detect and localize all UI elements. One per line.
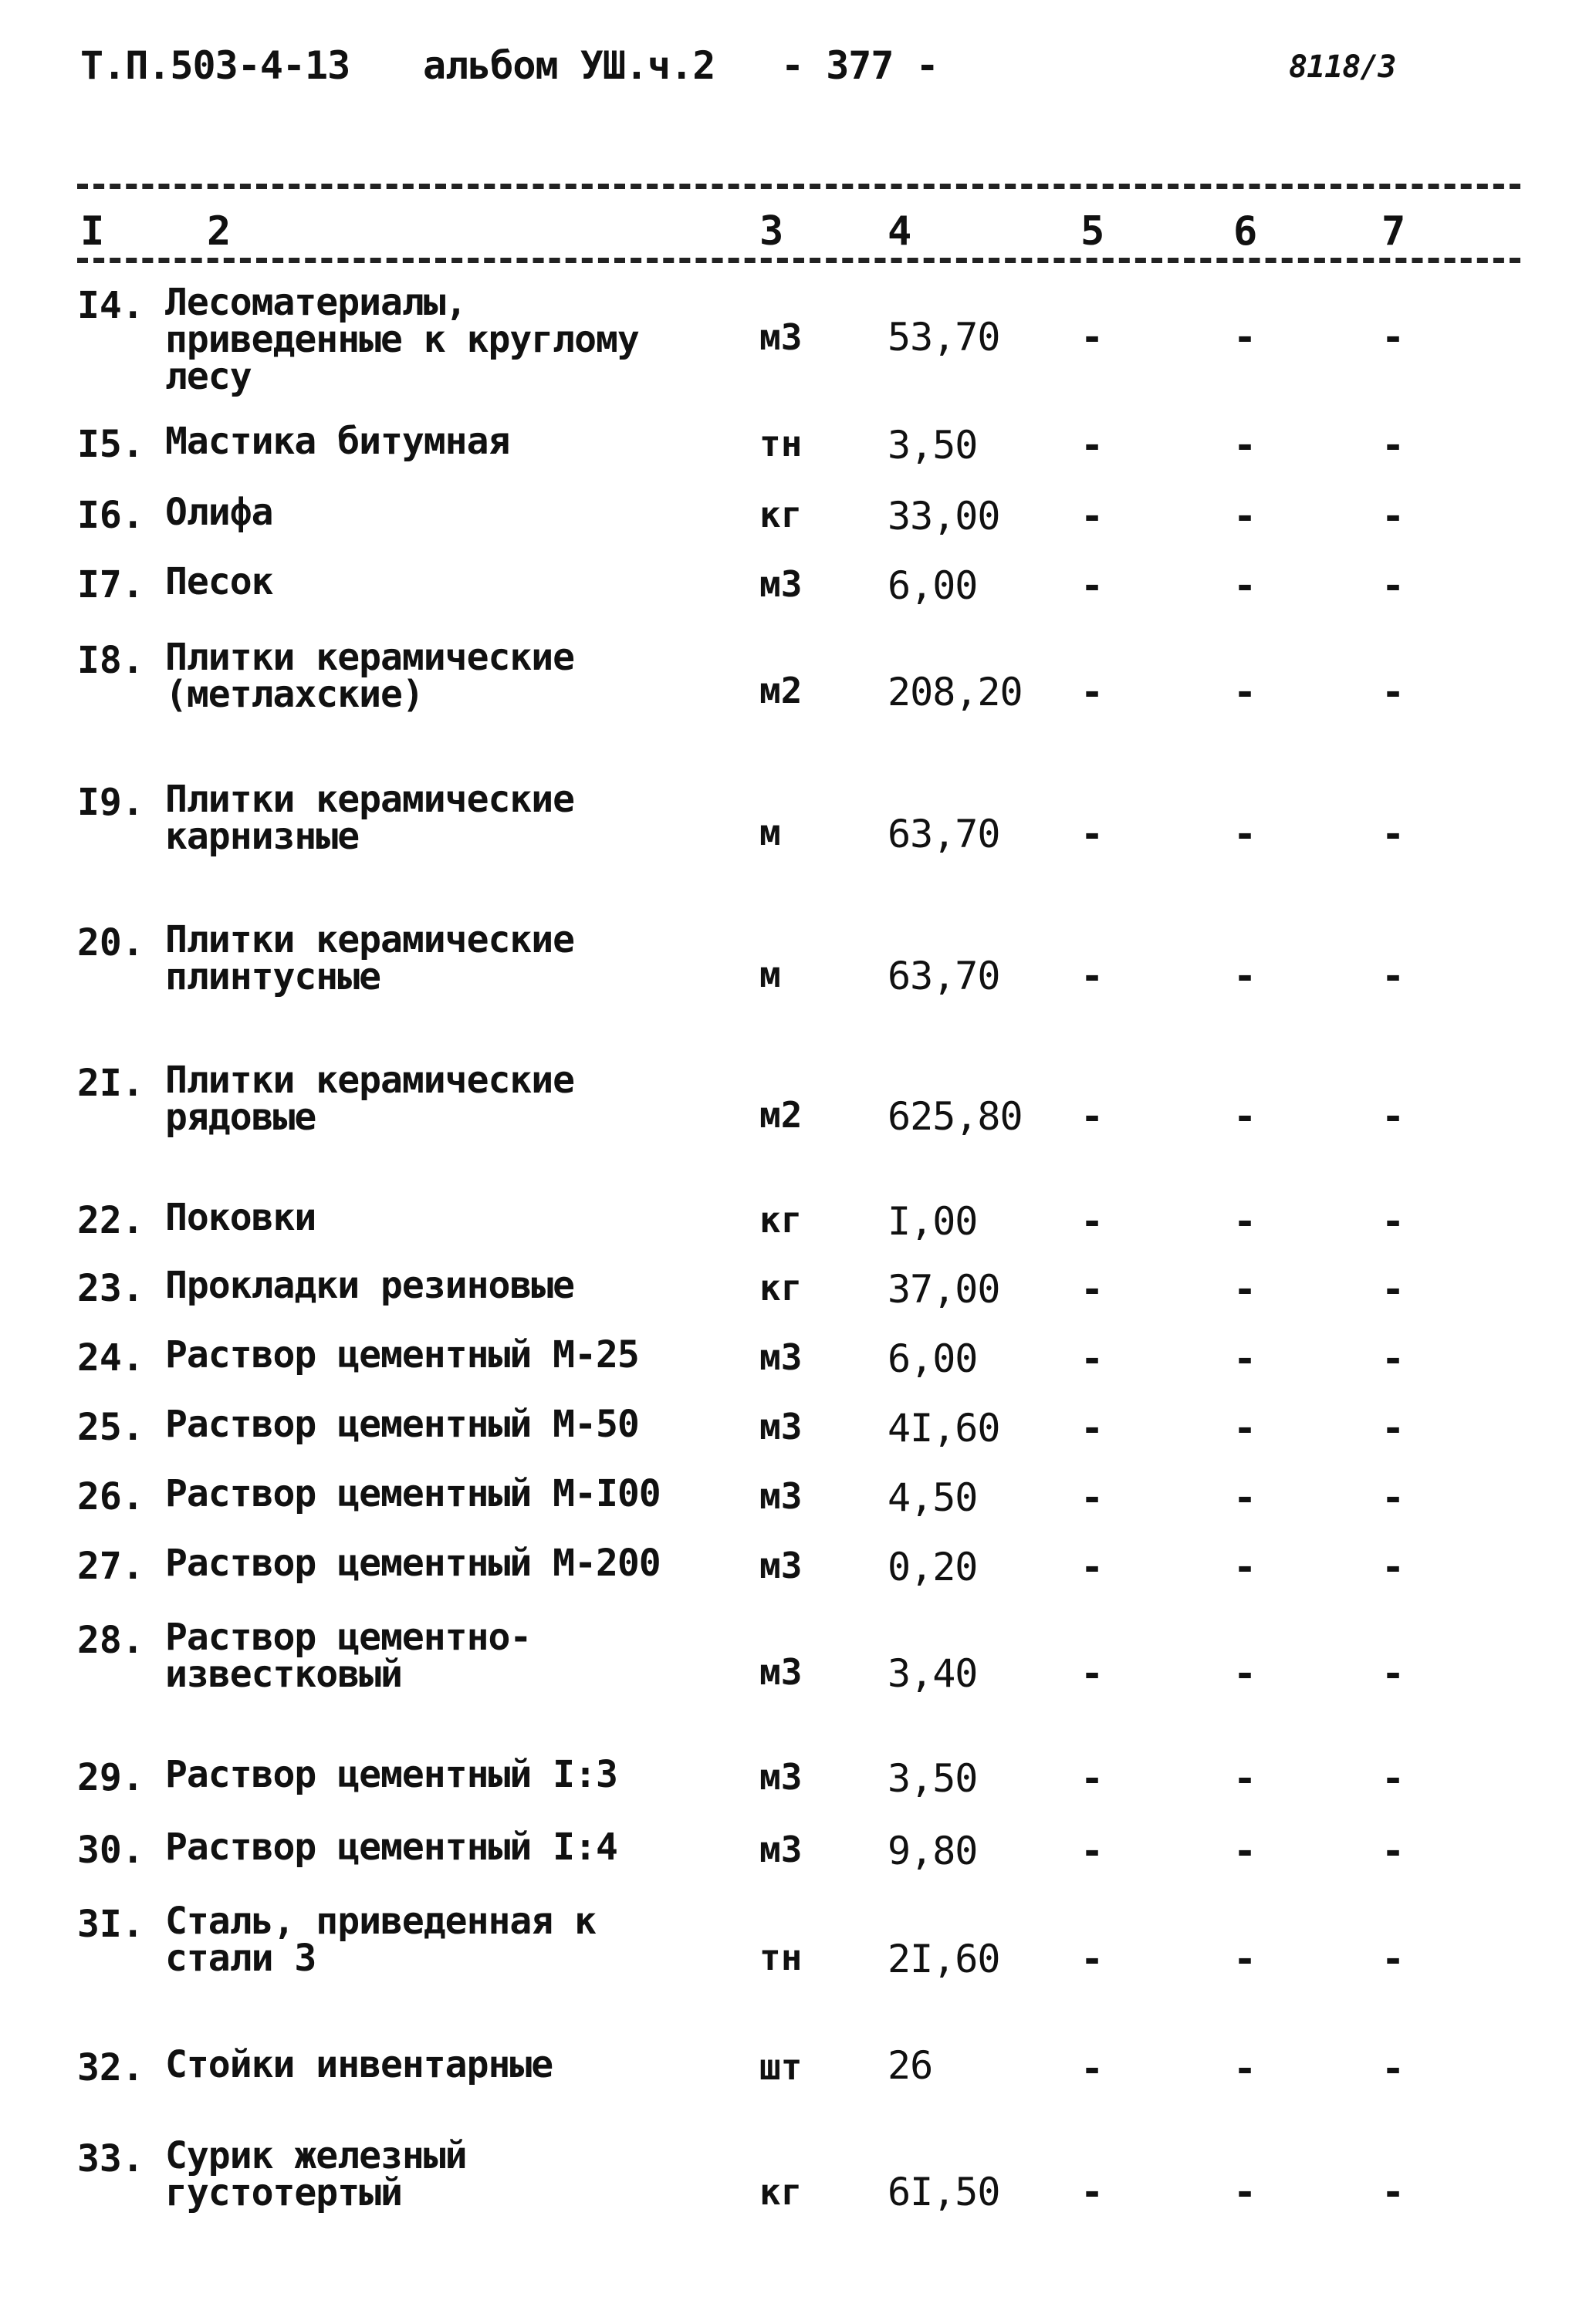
row-unit: м3 [759,1406,803,1447]
row-col5: - [1080,494,1104,539]
row-material: Раствор цементный М-200 [165,1542,661,1585]
row-col6: - [1233,1336,1257,1381]
row-quantity: 6,00 [888,1336,978,1381]
row-unit: кг [759,494,803,535]
column-header-7: 7 [1381,208,1406,255]
row-unit: м3 [759,1475,803,1517]
row-quantity: 0,20 [888,1545,978,1589]
row-material: Сталь, приведенная к стали 3 [165,1900,596,1980]
row-material: Раствор цементный I:4 [165,1826,617,1869]
row-col6: - [1233,1829,1257,1873]
row-col6: - [1233,315,1257,360]
row-col7: - [1381,2046,1405,2091]
row-number: 22. [77,1199,144,1242]
row-col5: - [1080,315,1104,360]
row-quantity: 26 [888,2043,933,2088]
row-col6: - [1233,1651,1257,1696]
row-unit: м2 [759,1094,803,1136]
row-col7: - [1381,1937,1405,1981]
row-col6: - [1233,812,1257,856]
row-material: Стойки инвентарные [165,2043,553,2086]
row-quantity: 63,70 [888,954,1000,998]
row-col5: - [1080,1406,1104,1451]
row-col7: - [1381,1829,1405,1873]
row-unit: м [759,954,781,995]
row-col7: - [1381,1267,1405,1312]
row-unit: м [759,812,781,853]
row-number: 25. [77,1406,144,1449]
page-number: - 377 - [781,43,938,88]
row-col5: - [1080,2170,1104,2214]
row-col6: - [1233,2046,1257,2091]
table-top-rule [77,184,1520,189]
row-col5: - [1080,1756,1104,1801]
row-number: 33. [77,2137,144,2180]
row-col5: - [1080,1267,1104,1312]
row-material: Плитки керамические (метлахские) [165,636,575,716]
row-col6: - [1233,1756,1257,1801]
row-number: I5. [77,423,144,466]
row-col5: - [1080,1545,1104,1589]
row-unit: м3 [759,1756,803,1798]
row-number: 32. [77,2046,144,2089]
row-col7: - [1381,1336,1405,1381]
row-unit: тн [759,1937,803,1978]
row-material: Мастика битумная [165,420,510,463]
row-col6: - [1233,1094,1257,1139]
row-number: I7. [77,563,144,606]
row-col6: - [1233,494,1257,539]
row-number: 30. [77,1829,144,1872]
row-material: Прокладки резиновые [165,1264,575,1307]
row-col7: - [1381,1475,1405,1520]
row-col5: - [1080,812,1104,856]
row-material: Песок [165,560,273,603]
row-quantity: 3,50 [888,1756,978,1801]
row-col7: - [1381,1199,1405,1244]
row-material: Сурик железный густотертый [165,2134,467,2214]
row-col6: - [1233,1199,1257,1244]
row-col5: - [1080,563,1104,608]
document-code: Т.П.503-4-13 [80,43,350,88]
row-material: Раствор цементный М-I00 [165,1472,661,1515]
row-material: Плитки керамические рядовые [165,1059,575,1139]
row-number: I4. [77,284,144,327]
column-header-1: I [80,208,105,255]
row-col7: - [1381,670,1405,714]
row-unit: шт [759,2046,803,2088]
row-quantity: 63,70 [888,812,1000,856]
row-col7: - [1381,812,1405,856]
row-col6: - [1233,1267,1257,1312]
row-col7: - [1381,1406,1405,1451]
row-material: Лесоматериалы, приведенные к круглому лесу [165,281,639,398]
row-number: 3I. [77,1903,144,1946]
column-header-4: 4 [888,208,912,255]
document-number: 8118/3 [1289,49,1396,85]
row-col5: - [1080,2046,1104,2091]
column-header-5: 5 [1080,208,1105,255]
row-col7: - [1381,563,1405,608]
row-col7: - [1381,1756,1405,1801]
row-material: Раствор цементный М-50 [165,1403,639,1446]
row-quantity: I,00 [888,1199,978,1244]
row-material: Раствор цементный I:3 [165,1753,617,1796]
row-number: I9. [77,781,144,824]
row-unit: м3 [759,563,803,605]
row-quantity: 3,50 [888,423,978,468]
row-col6: - [1233,2170,1257,2214]
row-number: I8. [77,639,144,682]
row-material: Поковки [165,1196,316,1239]
row-col5: - [1080,423,1104,468]
row-number: 23. [77,1267,144,1310]
row-col6: - [1233,1475,1257,1520]
row-quantity: 208,20 [888,670,1023,714]
row-number: 2I. [77,1062,144,1105]
row-col6: - [1233,1406,1257,1451]
row-unit: м3 [759,1545,803,1586]
row-col7: - [1381,423,1405,468]
row-quantity: 53,70 [888,315,1000,360]
row-col7: - [1381,2170,1405,2214]
column-header-6: 6 [1233,208,1258,255]
row-number: 28. [77,1619,144,1662]
row-number: 24. [77,1336,144,1380]
row-number: 26. [77,1475,144,1518]
row-unit: тн [759,423,803,464]
row-col7: - [1381,1545,1405,1589]
row-quantity: 2I,60 [888,1937,1000,1981]
row-col5: - [1080,1094,1104,1139]
row-col5: - [1080,1651,1104,1696]
row-unit: кг [759,1267,803,1309]
row-quantity: 9,80 [888,1829,978,1873]
row-col7: - [1381,954,1405,998]
row-quantity: 37,00 [888,1267,1000,1312]
row-unit: м2 [759,670,803,711]
row-quantity: 625,80 [888,1094,1023,1139]
row-col7: - [1381,1094,1405,1139]
row-col6: - [1233,1937,1257,1981]
row-material: Плитки керамические плинтусные [165,918,575,998]
column-header-2: 2 [207,208,232,255]
row-col5: - [1080,1937,1104,1981]
row-number: I6. [77,494,144,537]
row-col5: - [1080,1199,1104,1244]
row-col6: - [1233,954,1257,998]
row-quantity: 4I,60 [888,1406,1000,1451]
table-header-rule [77,258,1520,263]
row-col7: - [1381,315,1405,360]
row-number: 29. [77,1756,144,1799]
row-number: 20. [77,921,144,964]
row-col6: - [1233,1545,1257,1589]
row-col5: - [1080,670,1104,714]
row-quantity: 4,50 [888,1475,978,1520]
row-quantity: 3,40 [888,1651,978,1696]
row-unit: м3 [759,1651,803,1693]
row-unit: кг [759,1199,803,1241]
row-quantity: 6,00 [888,563,978,608]
row-unit: кг [759,2171,803,2213]
row-unit: м3 [759,1829,803,1870]
row-col7: - [1381,1651,1405,1696]
row-col5: - [1080,1475,1104,1520]
row-quantity: 6I,50 [888,2170,1000,2214]
row-material: Олифа [165,491,273,534]
row-col7: - [1381,494,1405,539]
row-col5: - [1080,1829,1104,1873]
row-unit: м3 [759,316,803,358]
row-col5: - [1080,954,1104,998]
row-unit: м3 [759,1336,803,1378]
row-number: 27. [77,1545,144,1588]
row-col6: - [1233,563,1257,608]
row-material: Плитки керамические карнизные [165,778,575,858]
row-quantity: 33,00 [888,494,1000,539]
row-col6: - [1233,670,1257,714]
album-label: альбом УШ.ч.2 [423,43,715,88]
row-material: Раствор цементный М-25 [165,1333,639,1376]
row-col6: - [1233,423,1257,468]
row-material: Раствор цементно-известковый [165,1616,532,1696]
column-header-3: 3 [759,208,784,255]
row-col5: - [1080,1336,1104,1381]
